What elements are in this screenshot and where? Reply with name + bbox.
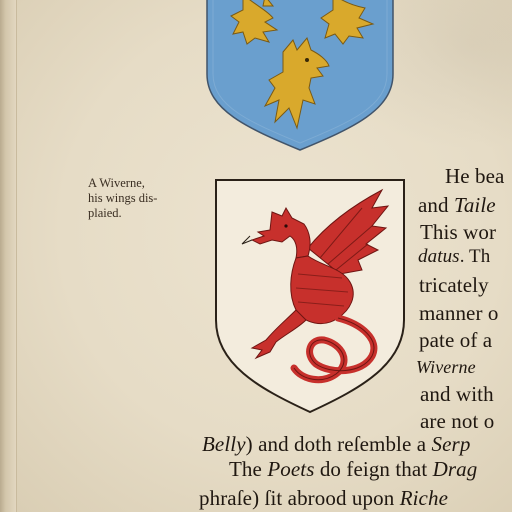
body-text-span: ) and doth reſemble a <box>245 432 432 456</box>
heraldic-wyvern-icon <box>212 178 408 416</box>
body-text-span: The <box>229 457 268 481</box>
page-edge <box>0 0 16 512</box>
margin-note-line: plaied. <box>88 206 122 220</box>
body-text-italic: Poets <box>267 457 315 481</box>
body-text-span: do feign that <box>314 457 433 481</box>
wyvern-shield <box>212 178 408 416</box>
body-text-line: This wor <box>420 220 497 244</box>
body-text-line: are not o <box>420 409 495 433</box>
body-text-italic: datus <box>418 246 460 267</box>
body-text-line: Wiverne <box>416 357 476 377</box>
body-text-span: phraſe) ſit abrood upon <box>199 486 400 510</box>
margin-note-line: his wings dis- <box>88 191 158 205</box>
body-text-italic: Drag <box>432 457 478 481</box>
margin-note-line: A Wiverne, <box>88 176 145 190</box>
body-text-line: manner o <box>419 301 499 325</box>
body-text-line <box>418 193 496 217</box>
body-text-line: pate of a <box>419 328 493 352</box>
body-text-line <box>229 457 477 481</box>
body-text-italic: Riche <box>399 486 448 510</box>
body-text-span: . Th <box>459 246 491 267</box>
body-text-span: and <box>418 193 454 217</box>
body-text-line: He bea <box>445 164 505 188</box>
body-text-line <box>418 245 490 269</box>
body-text-line: and with <box>420 382 494 406</box>
top-shield <box>203 0 397 152</box>
heraldic-wolf-heads-icon <box>203 0 397 152</box>
body-text-line <box>199 486 448 510</box>
body-text-line: tricately <box>419 273 489 297</box>
body-text-italic: Belly <box>202 432 246 456</box>
body-text-line <box>202 432 470 456</box>
body-text-italic: Taile <box>453 193 496 217</box>
margin-note <box>88 176 206 221</box>
gutter-line <box>16 0 17 512</box>
body-text-italic: Serp <box>431 432 471 456</box>
